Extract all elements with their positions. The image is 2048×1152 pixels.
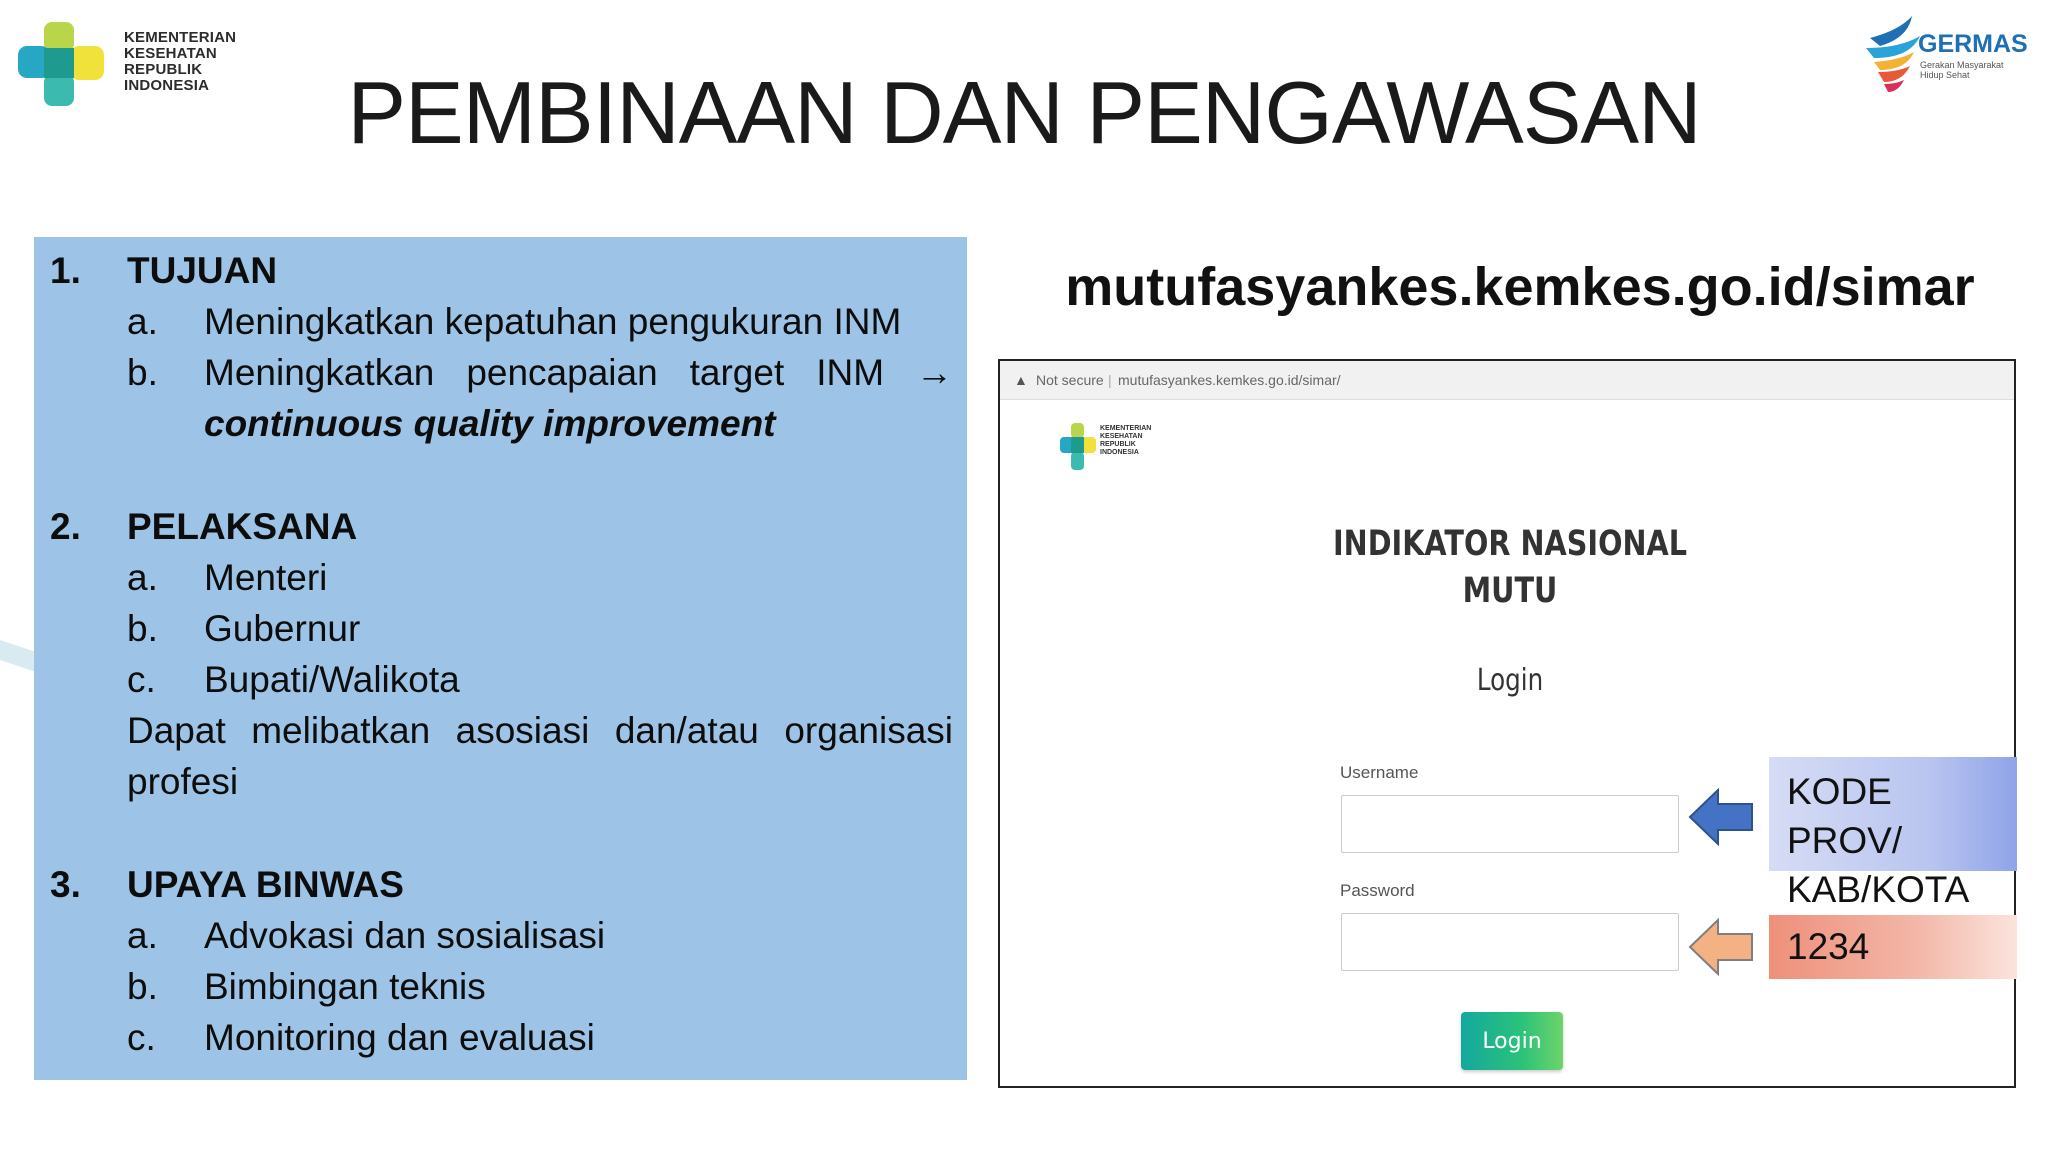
username-label: Username <box>1340 763 1419 782</box>
list-letter: c. <box>127 1017 156 1058</box>
address-separator: | <box>1108 372 1112 388</box>
not-secure-label: Not secure <box>1036 372 1104 388</box>
list-item: Monitoring dan evaluasi <box>204 1017 595 1058</box>
arrow-left-blue-icon <box>1688 788 1754 846</box>
callout-password-hint: 1234 <box>1769 915 2017 979</box>
address-url[interactable]: mutufasyankes.kemkes.go.id/simar/ <box>1118 372 1341 388</box>
login-subtitle: Login <box>1476 663 1544 698</box>
login-title-line2: MUTU <box>1462 571 1558 611</box>
kemenkes-logo-text: KEMENTERIAN KESEHATAN REPUBLIK INDONESIA <box>124 29 237 94</box>
password-input[interactable] <box>1341 913 1679 971</box>
list-item: Meningkatkan kepatuhan pengukuran INM <box>204 301 902 342</box>
list-letter: c. <box>127 659 156 700</box>
warning-icon: ▲ <box>1014 372 1028 388</box>
list-letter: a. <box>127 557 158 598</box>
section-number: 2. <box>50 506 81 547</box>
list-letter: b. <box>127 352 158 393</box>
list-item: Gubernur <box>204 608 361 649</box>
svg-text:Hidup Sehat: Hidup Sehat <box>1920 70 1970 80</box>
list-letter: b. <box>127 608 158 649</box>
kemenkes-mini-logo <box>1058 421 1098 473</box>
list-item: Meningkatkan pencapaian target INM → <box>204 352 953 393</box>
list-item: Bimbingan teknis <box>204 966 486 1007</box>
list-letter: b. <box>127 966 158 1007</box>
germas-logo <box>1860 8 2040 98</box>
section-number: 1. <box>50 250 81 291</box>
arrow-left-orange-icon <box>1688 918 1754 976</box>
list-letter: a. <box>127 301 158 342</box>
list-letter: a. <box>127 915 158 956</box>
url-heading: mutufasyankes.kemkes.go.id/simar <box>1065 257 1975 317</box>
login-button[interactable]: Login <box>1461 1012 1563 1070</box>
password-label: Password <box>1340 881 1415 900</box>
list-item: Menteri <box>204 557 328 598</box>
kemenkes-mini-logo-text: KEMENTERIAN KESEHATAN REPUBLIK INDONESIA <box>1100 425 1152 456</box>
list-item: Advokasi dan sosialisasi <box>204 915 606 956</box>
section-title-tujuan: TUJUAN <box>127 250 278 291</box>
section-title-upaya-binwas: UPAYA BINWAS <box>127 864 404 905</box>
section-title-pelaksana: PELAKSANA <box>127 506 358 547</box>
page-title: PEMBINAAN DAN PENGAWASAN <box>347 63 1701 162</box>
note-text: Dapat melibatkan asosiasi dan/atau organisasi <box>127 710 953 751</box>
note-text-continuation: profesi <box>127 761 239 802</box>
callout-username-hint: KODE PROV/ KAB/KOTA <box>1769 757 2017 871</box>
list-item-continuation: continuous quality improvement <box>204 403 776 444</box>
svg-text:Gerakan Masyarakat: Gerakan Masyarakat <box>1920 60 2004 70</box>
login-title: INDIKATOR NASIONAL <box>1332 524 1687 564</box>
section-number: 3. <box>50 864 81 905</box>
list-item: Bupati/Walikota <box>204 659 460 700</box>
username-input[interactable] <box>1341 795 1679 853</box>
browser-address-bar[interactable] <box>1000 361 2014 400</box>
svg-text:GERMAS: GERMAS <box>1918 30 2028 58</box>
info-panel <box>34 237 967 1080</box>
